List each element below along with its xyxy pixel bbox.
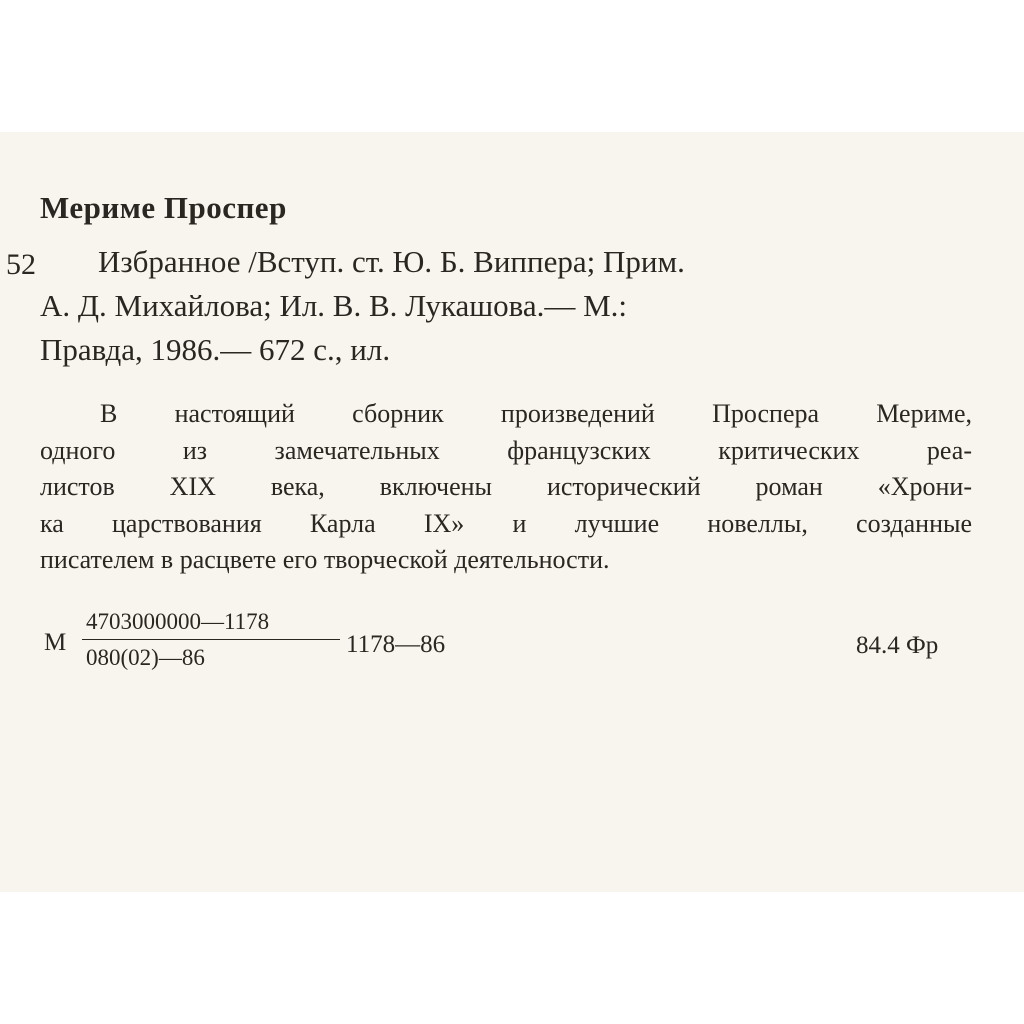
fraction-denominator: 080(02)—86 [86, 645, 205, 670]
shelfmark-number: 52 [6, 248, 36, 281]
annotation-line: листов XIX века, включены исторический роман «Хрони- [40, 472, 972, 502]
author-heading: Мериме Проспер [40, 190, 287, 225]
annotation-line: писателем в расцвете его творческой деятельности. [40, 545, 610, 575]
bibliographic-line: Правда, 1986.— 672 с., ил. [40, 332, 391, 367]
fraction-numerator: 4703000000—1178 [86, 609, 270, 634]
catalog-fraction [82, 606, 340, 674]
bibliographic-description [40, 240, 980, 372]
index-letter: М [44, 629, 67, 656]
classification-code: 84.4 Фр [856, 632, 939, 659]
annotation-line: одного из замечательных французских критических реа- [40, 435, 972, 465]
bibliographic-line: А. Д. Михайлова; Ил. В. В. Лукашова.— М.: [40, 288, 628, 323]
annotation-paragraph [40, 396, 972, 579]
bibliographic-line: Избранное /Вступ. ст. Ю. Б. Виппера; Прим. [98, 244, 685, 279]
annotation-line: ка царствования Карла IX» и лучшие новеллы, созданные [40, 508, 972, 538]
annotation-line: В настоящий сборник произведений Проспера Мериме, [100, 399, 972, 428]
order-number: 1178—86 [346, 631, 446, 658]
